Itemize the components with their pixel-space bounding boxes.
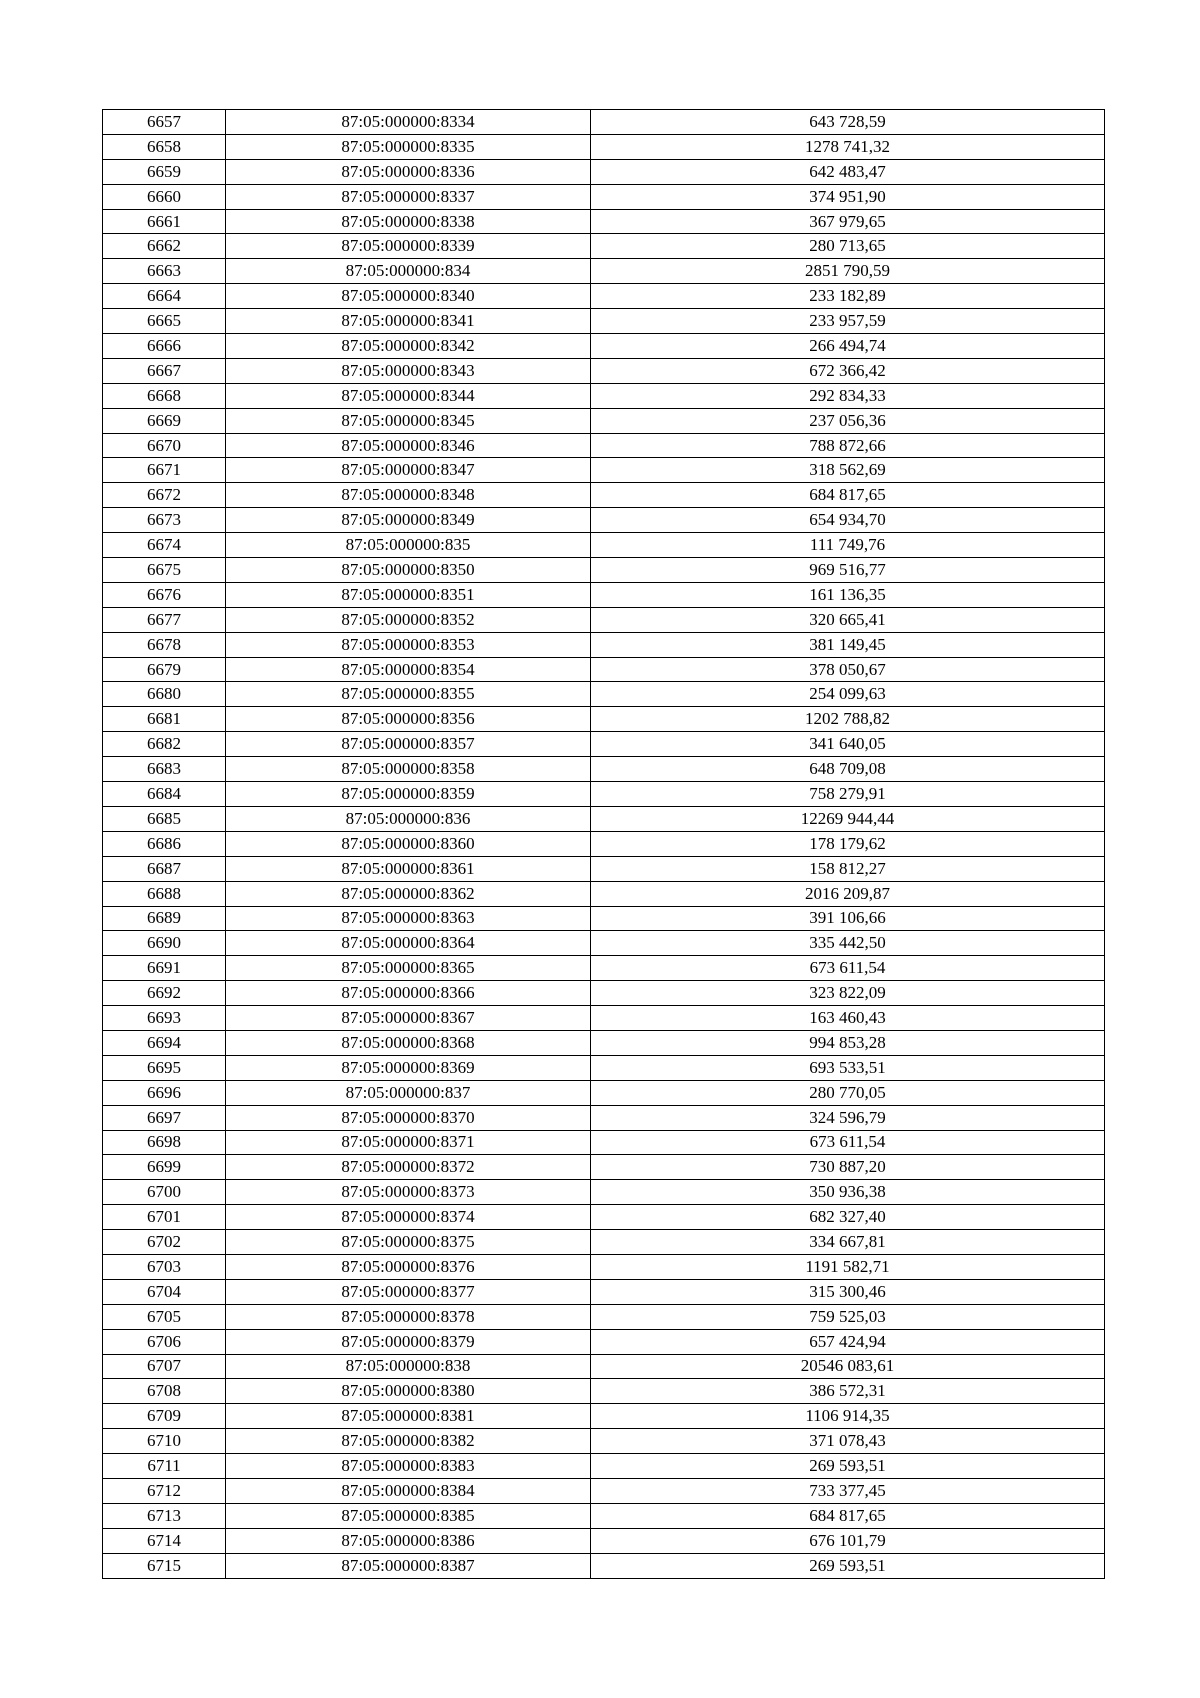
row-number-cell: 6699	[103, 1155, 226, 1180]
row-number-cell: 6704	[103, 1279, 226, 1304]
cadastral-value-cell: 315 300,46	[591, 1279, 1105, 1304]
table-row	[103, 209, 1105, 234]
row-number-cell: 6689	[103, 906, 226, 931]
cadastral-value-cell: 733 377,45	[591, 1478, 1105, 1503]
table-row	[103, 159, 1105, 184]
cadastral-number-cell: 87:05:000000:8345	[226, 408, 591, 433]
cadastral-number-cell: 87:05:000000:8337	[226, 184, 591, 209]
row-number-cell: 6673	[103, 508, 226, 533]
cadastral-number-cell: 87:05:000000:8348	[226, 483, 591, 508]
row-number-cell: 6660	[103, 184, 226, 209]
cadastral-number-cell: 87:05:000000:8362	[226, 881, 591, 906]
table-row	[103, 806, 1105, 831]
table-row	[103, 1130, 1105, 1155]
cadastral-number-cell: 87:05:000000:8387	[226, 1553, 591, 1578]
cadastral-value-cell: 158 812,27	[591, 856, 1105, 881]
cadastral-number-cell: 87:05:000000:837	[226, 1080, 591, 1105]
table-row	[103, 1205, 1105, 1230]
cadastral-number-cell: 87:05:000000:8356	[226, 707, 591, 732]
row-number-cell: 6683	[103, 757, 226, 782]
cadastral-number-cell: 87:05:000000:8365	[226, 956, 591, 981]
cadastral-number-cell: 87:05:000000:8350	[226, 558, 591, 583]
cadastral-value-cell: 381 149,45	[591, 632, 1105, 657]
cadastral-number-cell: 87:05:000000:8383	[226, 1454, 591, 1479]
cadastral-number-cell: 87:05:000000:8359	[226, 782, 591, 807]
row-number-cell: 6658	[103, 134, 226, 159]
cadastral-value-cell: 20546 083,61	[591, 1354, 1105, 1379]
cadastral-number-cell: 87:05:000000:8375	[226, 1230, 591, 1255]
table-row	[103, 184, 1105, 209]
table-row	[103, 1304, 1105, 1329]
row-number-cell: 6667	[103, 358, 226, 383]
cadastral-number-cell: 87:05:000000:8372	[226, 1155, 591, 1180]
table-row	[103, 1478, 1105, 1503]
cadastral-value-cell: 161 136,35	[591, 582, 1105, 607]
table-row	[103, 1429, 1105, 1454]
cadastral-value-cell: 759 525,03	[591, 1304, 1105, 1329]
table-row	[103, 831, 1105, 856]
cadastral-value-cell: 684 817,65	[591, 1503, 1105, 1528]
row-number-cell: 6711	[103, 1454, 226, 1479]
cadastral-value-cell: 374 951,90	[591, 184, 1105, 209]
cadastral-value-cell: 642 483,47	[591, 159, 1105, 184]
cadastral-number-cell: 87:05:000000:8369	[226, 1055, 591, 1080]
table-row	[103, 1055, 1105, 1080]
table-row	[103, 707, 1105, 732]
cadastral-number-cell: 87:05:000000:8386	[226, 1528, 591, 1553]
cadastral-value-cell: 643 728,59	[591, 110, 1105, 135]
cadastral-value-cell: 367 979,65	[591, 209, 1105, 234]
table-row	[103, 458, 1105, 483]
table-row	[103, 1503, 1105, 1528]
row-number-cell: 6695	[103, 1055, 226, 1080]
cadastral-number-cell: 87:05:000000:8381	[226, 1404, 591, 1429]
row-number-cell: 6698	[103, 1130, 226, 1155]
table-row	[103, 757, 1105, 782]
table-row	[103, 632, 1105, 657]
table-row	[103, 607, 1105, 632]
table-row	[103, 1254, 1105, 1279]
cadastral-number-cell: 87:05:000000:8380	[226, 1379, 591, 1404]
cadastral-value-cell: 269 593,51	[591, 1553, 1105, 1578]
cadastral-value-cell: 1106 914,35	[591, 1404, 1105, 1429]
table-row	[103, 1006, 1105, 1031]
cadastral-value-cell: 292 834,33	[591, 383, 1105, 408]
row-number-cell: 6712	[103, 1478, 226, 1503]
table-row	[103, 134, 1105, 159]
row-number-cell: 6697	[103, 1105, 226, 1130]
cadastral-number-cell: 87:05:000000:8335	[226, 134, 591, 159]
cadastral-value-cell: 673 611,54	[591, 1130, 1105, 1155]
cadastral-value-cell: 350 936,38	[591, 1180, 1105, 1205]
row-number-cell: 6686	[103, 831, 226, 856]
row-number-cell: 6713	[103, 1503, 226, 1528]
row-number-cell: 6676	[103, 582, 226, 607]
cadastral-value-cell: 111 749,76	[591, 533, 1105, 558]
table-row	[103, 259, 1105, 284]
cadastral-number-cell: 87:05:000000:8334	[226, 110, 591, 135]
cadastral-number-cell: 87:05:000000:8347	[226, 458, 591, 483]
row-number-cell: 6688	[103, 881, 226, 906]
cadastral-number-cell: 87:05:000000:8353	[226, 632, 591, 657]
row-number-cell: 6659	[103, 159, 226, 184]
table-row	[103, 1030, 1105, 1055]
cadastral-number-cell: 87:05:000000:8349	[226, 508, 591, 533]
table-row	[103, 309, 1105, 334]
row-number-cell: 6675	[103, 558, 226, 583]
cadastral-value-cell: 673 611,54	[591, 956, 1105, 981]
cadastral-number-cell: 87:05:000000:8384	[226, 1478, 591, 1503]
cadastral-number-cell: 87:05:000000:8377	[226, 1279, 591, 1304]
table-row	[103, 1454, 1105, 1479]
cadastral-number-cell: 87:05:000000:8366	[226, 981, 591, 1006]
cadastral-number-cell: 87:05:000000:8371	[226, 1130, 591, 1155]
table-row	[103, 284, 1105, 309]
cadastral-value-cell: 266 494,74	[591, 334, 1105, 359]
row-number-cell: 6674	[103, 533, 226, 558]
table-row	[103, 1180, 1105, 1205]
cadastral-number-cell: 87:05:000000:8352	[226, 607, 591, 632]
cadastral-number-cell: 87:05:000000:8364	[226, 931, 591, 956]
row-number-cell: 6707	[103, 1354, 226, 1379]
row-number-cell: 6680	[103, 682, 226, 707]
cadastral-number-cell: 87:05:000000:8344	[226, 383, 591, 408]
row-number-cell: 6672	[103, 483, 226, 508]
cadastral-number-cell: 87:05:000000:8376	[226, 1254, 591, 1279]
cadastral-value-cell: 391 106,66	[591, 906, 1105, 931]
cadastral-value-cell: 280 713,65	[591, 234, 1105, 259]
row-number-cell: 6691	[103, 956, 226, 981]
cadastral-value-cell: 693 533,51	[591, 1055, 1105, 1080]
cadastral-value-cell: 320 665,41	[591, 607, 1105, 632]
cadastral-number-cell: 87:05:000000:8338	[226, 209, 591, 234]
cadastral-number-cell: 87:05:000000:8374	[226, 1205, 591, 1230]
cadastral-number-cell: 87:05:000000:8346	[226, 433, 591, 458]
cadastral-value-table	[102, 109, 1105, 1579]
table-row	[103, 408, 1105, 433]
cadastral-value-cell: 163 460,43	[591, 1006, 1105, 1031]
cadastral-value-cell: 1278 741,32	[591, 134, 1105, 159]
table-row	[103, 931, 1105, 956]
cadastral-value-cell: 386 572,31	[591, 1379, 1105, 1404]
row-number-cell: 6681	[103, 707, 226, 732]
cadastral-value-cell: 233 182,89	[591, 284, 1105, 309]
table-row	[103, 1329, 1105, 1354]
row-number-cell: 6679	[103, 657, 226, 682]
table-row	[103, 1404, 1105, 1429]
cadastral-value-cell: 648 709,08	[591, 757, 1105, 782]
cadastral-value-cell: 178 179,62	[591, 831, 1105, 856]
cadastral-value-cell: 334 667,81	[591, 1230, 1105, 1255]
table-row	[103, 856, 1105, 881]
table-row	[103, 533, 1105, 558]
row-number-cell: 6661	[103, 209, 226, 234]
table-row	[103, 234, 1105, 259]
row-number-cell: 6665	[103, 309, 226, 334]
cadastral-value-cell: 682 327,40	[591, 1205, 1105, 1230]
cadastral-value-cell: 676 101,79	[591, 1528, 1105, 1553]
cadastral-value-cell: 1202 788,82	[591, 707, 1105, 732]
row-number-cell: 6702	[103, 1230, 226, 1255]
table-row	[103, 334, 1105, 359]
table-row	[103, 1080, 1105, 1105]
cadastral-value-cell: 324 596,79	[591, 1105, 1105, 1130]
table-row	[103, 1354, 1105, 1379]
table-row	[103, 1230, 1105, 1255]
row-number-cell: 6669	[103, 408, 226, 433]
row-number-cell: 6670	[103, 433, 226, 458]
cadastral-number-cell: 87:05:000000:8370	[226, 1105, 591, 1130]
row-number-cell: 6671	[103, 458, 226, 483]
row-number-cell: 6677	[103, 607, 226, 632]
cadastral-number-cell: 87:05:000000:8340	[226, 284, 591, 309]
cadastral-number-cell: 87:05:000000:8343	[226, 358, 591, 383]
cadastral-value-cell: 378 050,67	[591, 657, 1105, 682]
cadastral-value-cell: 657 424,94	[591, 1329, 1105, 1354]
cadastral-number-cell: 87:05:000000:8382	[226, 1429, 591, 1454]
cadastral-number-cell: 87:05:000000:8363	[226, 906, 591, 931]
cadastral-value-cell: 341 640,05	[591, 732, 1105, 757]
cadastral-number-cell: 87:05:000000:8360	[226, 831, 591, 856]
cadastral-number-cell: 87:05:000000:8339	[226, 234, 591, 259]
table-row	[103, 110, 1105, 135]
cadastral-number-cell: 87:05:000000:836	[226, 806, 591, 831]
table-row	[103, 657, 1105, 682]
row-number-cell: 6657	[103, 110, 226, 135]
cadastral-value-cell: 994 853,28	[591, 1030, 1105, 1055]
row-number-cell: 6666	[103, 334, 226, 359]
table-row	[103, 1279, 1105, 1304]
cadastral-value-cell: 684 817,65	[591, 483, 1105, 508]
table-row	[103, 358, 1105, 383]
table-row	[103, 1155, 1105, 1180]
table-row	[103, 1528, 1105, 1553]
cadastral-number-cell: 87:05:000000:8342	[226, 334, 591, 359]
table-row	[103, 433, 1105, 458]
cadastral-value-cell: 654 934,70	[591, 508, 1105, 533]
cadastral-number-cell: 87:05:000000:8361	[226, 856, 591, 881]
cadastral-number-cell: 87:05:000000:8357	[226, 732, 591, 757]
cadastral-value-cell: 323 822,09	[591, 981, 1105, 1006]
table-row	[103, 582, 1105, 607]
table-row	[103, 782, 1105, 807]
cadastral-value-cell: 269 593,51	[591, 1454, 1105, 1479]
row-number-cell: 6709	[103, 1404, 226, 1429]
row-number-cell: 6664	[103, 284, 226, 309]
table-row	[103, 1105, 1105, 1130]
row-number-cell: 6710	[103, 1429, 226, 1454]
cadastral-value-cell: 969 516,77	[591, 558, 1105, 583]
table-row	[103, 483, 1105, 508]
table-row	[103, 906, 1105, 931]
cadastral-number-cell: 87:05:000000:8351	[226, 582, 591, 607]
cadastral-value-cell: 280 770,05	[591, 1080, 1105, 1105]
cadastral-number-cell: 87:05:000000:8341	[226, 309, 591, 334]
cadastral-value-cell: 1191 582,71	[591, 1254, 1105, 1279]
row-number-cell: 6706	[103, 1329, 226, 1354]
table-row	[103, 383, 1105, 408]
cadastral-number-cell: 87:05:000000:8368	[226, 1030, 591, 1055]
row-number-cell: 6690	[103, 931, 226, 956]
cadastral-value-cell: 237 056,36	[591, 408, 1105, 433]
row-number-cell: 6685	[103, 806, 226, 831]
table-row	[103, 881, 1105, 906]
row-number-cell: 6705	[103, 1304, 226, 1329]
cadastral-number-cell: 87:05:000000:8367	[226, 1006, 591, 1031]
cadastral-value-cell: 672 366,42	[591, 358, 1105, 383]
row-number-cell: 6700	[103, 1180, 226, 1205]
cadastral-number-cell: 87:05:000000:8373	[226, 1180, 591, 1205]
table-row	[103, 682, 1105, 707]
row-number-cell: 6662	[103, 234, 226, 259]
cadastral-number-cell: 87:05:000000:834	[226, 259, 591, 284]
cadastral-number-cell: 87:05:000000:8354	[226, 657, 591, 682]
table-row	[103, 956, 1105, 981]
row-number-cell: 6687	[103, 856, 226, 881]
row-number-cell: 6682	[103, 732, 226, 757]
table-row	[103, 1379, 1105, 1404]
cadastral-number-cell: 87:05:000000:8358	[226, 757, 591, 782]
row-number-cell: 6694	[103, 1030, 226, 1055]
row-number-cell: 6684	[103, 782, 226, 807]
row-number-cell: 6703	[103, 1254, 226, 1279]
cadastral-number-cell: 87:05:000000:8336	[226, 159, 591, 184]
cadastral-value-cell: 2851 790,59	[591, 259, 1105, 284]
cadastral-number-cell: 87:05:000000:8355	[226, 682, 591, 707]
cadastral-value-cell: 758 279,91	[591, 782, 1105, 807]
row-number-cell: 6692	[103, 981, 226, 1006]
cadastral-value-cell: 233 957,59	[591, 309, 1105, 334]
table-row	[103, 981, 1105, 1006]
cadastral-value-cell: 371 078,43	[591, 1429, 1105, 1454]
row-number-cell: 6678	[103, 632, 226, 657]
row-number-cell: 6696	[103, 1080, 226, 1105]
table-row	[103, 508, 1105, 533]
cadastral-value-cell: 12269 944,44	[591, 806, 1105, 831]
row-number-cell: 6663	[103, 259, 226, 284]
table-row	[103, 558, 1105, 583]
row-number-cell: 6668	[103, 383, 226, 408]
table-row	[103, 1553, 1105, 1578]
table-body	[103, 110, 1105, 1579]
cadastral-value-cell: 788 872,66	[591, 433, 1105, 458]
cadastral-number-cell: 87:05:000000:8379	[226, 1329, 591, 1354]
cadastral-value-cell: 335 442,50	[591, 931, 1105, 956]
cadastral-number-cell: 87:05:000000:8378	[226, 1304, 591, 1329]
row-number-cell: 6714	[103, 1528, 226, 1553]
cadastral-value-cell: 730 887,20	[591, 1155, 1105, 1180]
row-number-cell: 6701	[103, 1205, 226, 1230]
row-number-cell: 6693	[103, 1006, 226, 1031]
cadastral-number-cell: 87:05:000000:8385	[226, 1503, 591, 1528]
table-row	[103, 732, 1105, 757]
cadastral-number-cell: 87:05:000000:835	[226, 533, 591, 558]
row-number-cell: 6715	[103, 1553, 226, 1578]
cadastral-value-cell: 2016 209,87	[591, 881, 1105, 906]
cadastral-value-cell: 318 562,69	[591, 458, 1105, 483]
row-number-cell: 6708	[103, 1379, 226, 1404]
cadastral-number-cell: 87:05:000000:838	[226, 1354, 591, 1379]
cadastral-value-cell: 254 099,63	[591, 682, 1105, 707]
